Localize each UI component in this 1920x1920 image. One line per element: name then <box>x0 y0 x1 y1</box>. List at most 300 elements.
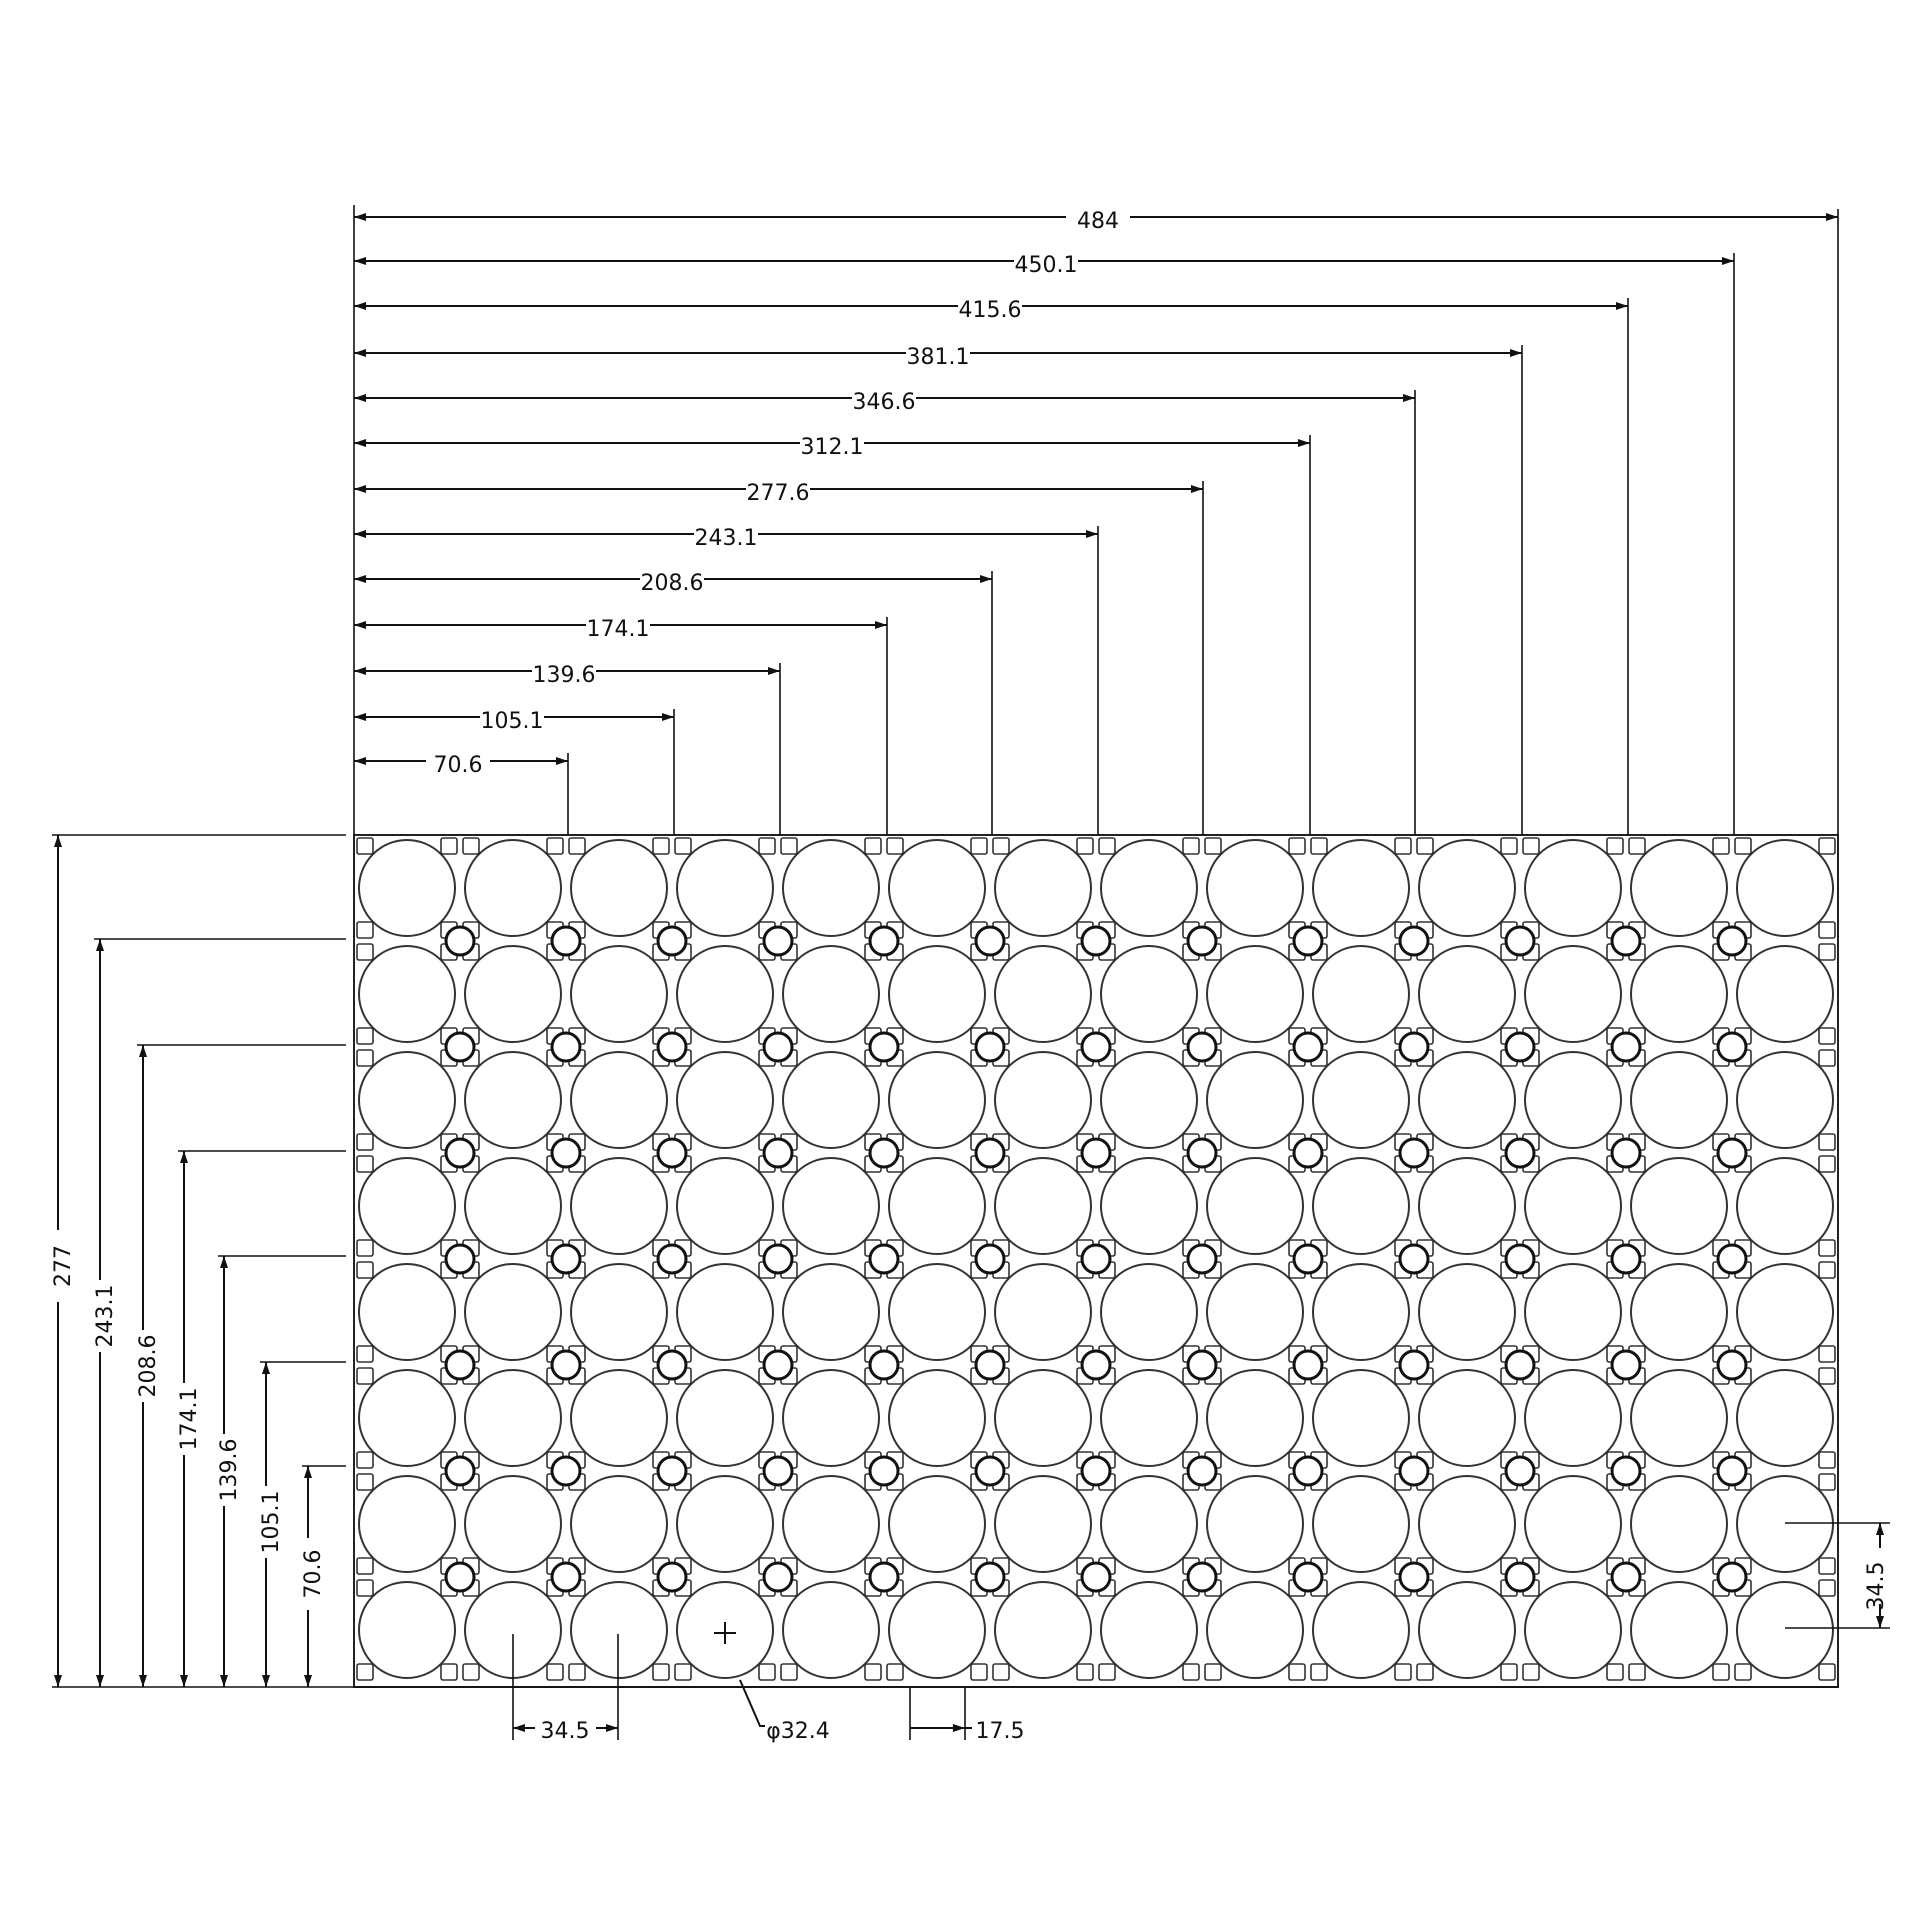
mounting-hole <box>1718 1351 1746 1379</box>
cell-circle <box>889 946 985 1042</box>
cell-tab <box>653 1664 669 1680</box>
mounting-hole <box>1506 1245 1534 1273</box>
cell-tab <box>1819 1262 1835 1278</box>
mounting-hole <box>552 1139 580 1167</box>
cell-tab <box>1395 838 1411 854</box>
cell-circle <box>1525 1158 1621 1254</box>
arrow-head <box>96 939 104 951</box>
cell-tab <box>1819 1474 1835 1490</box>
mounting-hole <box>1082 1245 1110 1273</box>
cell-circle <box>677 1264 773 1360</box>
arrow-head <box>354 257 366 265</box>
cell-circle <box>1101 1264 1197 1360</box>
mounting-hole <box>1718 927 1746 955</box>
mounting-hole <box>870 1139 898 1167</box>
mounting-hole <box>1612 1245 1640 1273</box>
arrow-head <box>606 1724 618 1732</box>
arrow-head <box>1403 394 1415 402</box>
cell-tab <box>1607 1664 1623 1680</box>
mounting-hole <box>658 1351 686 1379</box>
cell-circle <box>1101 1052 1197 1148</box>
arrow-head <box>354 485 366 493</box>
cell-circle <box>1525 1476 1621 1572</box>
cell-circle <box>995 840 1091 936</box>
cell-tab <box>1819 1240 1835 1256</box>
cell-circle <box>995 1582 1091 1678</box>
cell-circle <box>465 1052 561 1148</box>
cell-circle <box>677 1158 773 1254</box>
cell-tab <box>1077 1664 1093 1680</box>
cell-circle <box>1419 840 1515 936</box>
mounting-hole <box>1294 1139 1322 1167</box>
cell-circle <box>677 840 773 936</box>
mounting-hole <box>1082 1457 1110 1485</box>
mounting-hole <box>446 1457 474 1485</box>
arrow-head <box>96 1675 104 1687</box>
cell-circle <box>1419 1476 1515 1572</box>
arrow-head <box>54 1675 62 1687</box>
mounting-hole <box>1718 1563 1746 1591</box>
cell-circle <box>465 1264 561 1360</box>
arrow-head <box>220 1675 228 1687</box>
cell-tab <box>1523 838 1539 854</box>
cell-circle <box>1737 1476 1833 1572</box>
mounting-hole <box>446 1033 474 1061</box>
cell-circle <box>995 946 1091 1042</box>
cell-circle <box>677 1476 773 1572</box>
arrow-head <box>354 530 366 538</box>
cell-tab <box>759 838 775 854</box>
arrow-head <box>1826 213 1838 221</box>
mounting-hole <box>976 1563 1004 1591</box>
cell-tab <box>1311 1664 1327 1680</box>
arrow-head <box>354 667 366 675</box>
mounting-hole <box>764 1245 792 1273</box>
cell-circle <box>1207 840 1303 936</box>
mounting-hole <box>976 1351 1004 1379</box>
arrow-head <box>180 1675 188 1687</box>
cell-circle <box>1631 840 1727 936</box>
cell-tab <box>1289 1664 1305 1680</box>
mounting-hole <box>552 1563 580 1591</box>
cell-circle <box>1631 1476 1727 1572</box>
cell-tab <box>865 838 881 854</box>
cell-circle <box>1737 1582 1833 1678</box>
cell-tab <box>1713 838 1729 854</box>
cell-circle <box>465 1476 561 1572</box>
arrow-head <box>304 1675 312 1687</box>
cell-circle <box>465 1158 561 1254</box>
cell-circle <box>889 1370 985 1466</box>
cell-tab <box>1819 922 1835 938</box>
cell-tab <box>1523 1664 1539 1680</box>
dim-v-105-1: 105.1 <box>259 1490 284 1554</box>
cell-tab <box>653 838 669 854</box>
cell-tab <box>1819 1156 1835 1172</box>
cell-circle <box>1101 1582 1197 1678</box>
dim-v-139-6: 139.6 <box>217 1438 242 1502</box>
cell-tab <box>675 1664 691 1680</box>
cell-circle <box>995 1052 1091 1148</box>
cell-tab <box>1713 1664 1729 1680</box>
mounting-hole <box>552 1457 580 1485</box>
cell-tab <box>1819 1028 1835 1044</box>
arrow-head <box>513 1724 525 1732</box>
cell-tab <box>781 1664 797 1680</box>
arrow-head <box>139 1675 147 1687</box>
arrow-head <box>354 713 366 721</box>
cell-tab <box>547 838 563 854</box>
mounting-hole <box>870 927 898 955</box>
dim-174-1: 174.1 <box>586 617 650 642</box>
cell-tab <box>1077 838 1093 854</box>
cell-circle <box>1313 1476 1409 1572</box>
arrow-head <box>556 757 568 765</box>
mounting-hole <box>1082 1563 1110 1591</box>
mounting-hole <box>870 1245 898 1273</box>
cell-circle <box>889 1158 985 1254</box>
mounting-hole <box>1506 1139 1534 1167</box>
mounting-hole <box>976 927 1004 955</box>
dim-381-1: 381.1 <box>906 345 970 370</box>
cell-tab <box>781 838 797 854</box>
cell-circle <box>359 946 455 1042</box>
mounting-hole <box>1400 1139 1428 1167</box>
cell-circle <box>783 1158 879 1254</box>
mounting-hole <box>658 1033 686 1061</box>
cell-circle <box>1631 1370 1727 1466</box>
cell-circle <box>783 1476 879 1572</box>
dim-277-6: 277.6 <box>746 481 810 506</box>
cell-tab <box>463 838 479 854</box>
mounting-hole <box>1506 1563 1534 1591</box>
cell-tab <box>1501 1664 1517 1680</box>
cell-tab <box>1417 1664 1433 1680</box>
cell-tab <box>357 1558 373 1574</box>
arrow-head <box>953 1724 965 1732</box>
arrow-head <box>662 713 674 721</box>
mounting-hole <box>1294 1033 1322 1061</box>
cell-circle <box>1313 1052 1409 1148</box>
cell-circle <box>1207 1052 1303 1148</box>
cell-circle <box>1525 840 1621 936</box>
battery-holder-plate <box>354 835 1838 1687</box>
mounting-hole <box>870 1351 898 1379</box>
cell-circle <box>1207 1476 1303 1572</box>
mounting-hole <box>1718 1245 1746 1273</box>
mounting-hole <box>1082 1139 1110 1167</box>
arrow-head <box>262 1362 270 1374</box>
mounting-hole <box>976 1033 1004 1061</box>
cell-tab <box>357 838 373 854</box>
mounting-hole <box>1188 1033 1216 1061</box>
mounting-hole <box>764 1033 792 1061</box>
mounting-hole <box>870 1563 898 1591</box>
mounting-hole <box>1612 1563 1640 1591</box>
cell-circle <box>995 1264 1091 1360</box>
cell-tab <box>1735 838 1751 854</box>
cell-tab <box>1819 1346 1835 1362</box>
arrow-head <box>354 575 366 583</box>
mounting-hole <box>870 1033 898 1061</box>
arrow-head <box>354 213 366 221</box>
cell-circle <box>889 1264 985 1360</box>
cell-tab <box>1099 838 1115 854</box>
offset-label: 17.5 <box>975 1719 1025 1744</box>
mounting-hole <box>1400 927 1428 955</box>
cell-circle <box>1419 1052 1515 1148</box>
cell-tab <box>1819 1452 1835 1468</box>
mounting-hole <box>446 927 474 955</box>
cell-tab <box>357 1474 373 1490</box>
mounting-hole <box>764 927 792 955</box>
mounting-hole <box>1612 927 1640 955</box>
cell-circle <box>1525 1052 1621 1148</box>
cell-tab <box>357 944 373 960</box>
dim-70-6: 70.6 <box>433 753 483 778</box>
cell-tab <box>1819 1580 1835 1596</box>
mounting-hole <box>1294 1351 1322 1379</box>
cell-tab <box>1819 1368 1835 1384</box>
cell-circle <box>1313 1264 1409 1360</box>
cell-circle <box>1737 1370 1833 1466</box>
mounting-hole <box>1400 1033 1428 1061</box>
cell-circle <box>783 946 879 1042</box>
cell-circle <box>1101 1476 1197 1572</box>
cell-circle <box>783 1370 879 1466</box>
mounting-hole <box>1718 1033 1746 1061</box>
cell-tab <box>887 838 903 854</box>
mounting-hole <box>1612 1351 1640 1379</box>
cell-tab <box>357 1452 373 1468</box>
mounting-hole <box>976 1139 1004 1167</box>
arrow-head <box>354 439 366 447</box>
cell-circle <box>1313 1370 1409 1466</box>
cell-circle <box>995 1370 1091 1466</box>
cell-tab <box>357 1580 373 1596</box>
cell-tab <box>1819 944 1835 960</box>
cell-circle <box>1207 1582 1303 1678</box>
cell-tab <box>357 922 373 938</box>
mounting-hole <box>658 1245 686 1273</box>
cell-circle <box>783 840 879 936</box>
arrow-head <box>354 757 366 765</box>
mounting-hole <box>446 1563 474 1591</box>
cell-tab <box>887 1664 903 1680</box>
cell-tab <box>1501 838 1517 854</box>
cell-tab <box>357 1028 373 1044</box>
cell-circle <box>677 946 773 1042</box>
pitch-label-bottom: 34.5 <box>540 1719 590 1744</box>
mounting-hole <box>976 1245 1004 1273</box>
cell-circle <box>571 1370 667 1466</box>
cell-circle <box>571 840 667 936</box>
arrow-head <box>1510 349 1522 357</box>
cell-circle <box>571 1264 667 1360</box>
mounting-hole <box>1506 927 1534 955</box>
mounting-hole <box>1294 1457 1322 1485</box>
dim-415-6: 415.6 <box>958 298 1022 323</box>
cell-circle <box>1101 946 1197 1042</box>
cell-circle <box>889 1476 985 1572</box>
cell-circle <box>1737 1264 1833 1360</box>
cell-tab <box>569 1664 585 1680</box>
mounting-hole <box>1612 1457 1640 1485</box>
cell-circle <box>1207 1264 1303 1360</box>
cell-circle <box>359 840 455 936</box>
mounting-hole <box>552 1245 580 1273</box>
dim-208-6: 208.6 <box>640 571 704 596</box>
cell-circle <box>571 1158 667 1254</box>
mounting-hole <box>1506 1033 1534 1061</box>
cell-tab <box>675 838 691 854</box>
mounting-hole <box>1718 1457 1746 1485</box>
mounting-hole <box>552 1033 580 1061</box>
mounting-hole <box>1188 1139 1216 1167</box>
cell-circle <box>359 1582 455 1678</box>
arrow-head <box>1876 1523 1884 1535</box>
mounting-hole <box>1506 1457 1534 1485</box>
cell-circle <box>677 1052 773 1148</box>
arrow-head <box>768 667 780 675</box>
dim-v-70-6: 70.6 <box>301 1549 326 1599</box>
mounting-hole <box>1400 1245 1428 1273</box>
cell-circle <box>1631 1158 1727 1254</box>
cell-circle <box>1313 1582 1409 1678</box>
cell-circle <box>1737 946 1833 1042</box>
cell-tab <box>865 1664 881 1680</box>
mounting-hole <box>1612 1033 1640 1061</box>
cell-tab <box>357 1134 373 1150</box>
cell-circle <box>1419 1370 1515 1466</box>
cell-tab <box>993 1664 1009 1680</box>
cell-circle <box>1207 946 1303 1042</box>
arrow-head <box>354 349 366 357</box>
arrow-head <box>1722 257 1734 265</box>
arrow-head <box>262 1675 270 1687</box>
cell-circle <box>1313 840 1409 936</box>
mounting-hole <box>1506 1351 1534 1379</box>
cell-tab <box>1819 838 1835 854</box>
mounting-hole <box>1188 1563 1216 1591</box>
mounting-hole <box>552 927 580 955</box>
cell-circle <box>889 840 985 936</box>
dim-139-6: 139.6 <box>532 663 596 688</box>
arrow-head <box>1616 302 1628 310</box>
dim-243-1: 243.1 <box>694 526 758 551</box>
cell-tab <box>1395 1664 1411 1680</box>
cell-tab <box>1819 1050 1835 1066</box>
pitch-label-right: 34.5 <box>1864 1561 1889 1611</box>
cell-circle <box>465 1370 561 1466</box>
cell-circle <box>1313 946 1409 1042</box>
cell-circle <box>783 1052 879 1148</box>
mounting-hole <box>658 1139 686 1167</box>
arrow-head <box>354 621 366 629</box>
mounting-hole <box>446 1245 474 1273</box>
mounting-hole <box>1400 1457 1428 1485</box>
dim-v-243-1: 243.1 <box>93 1284 118 1348</box>
mounting-hole <box>552 1351 580 1379</box>
dim-346-6: 346.6 <box>852 390 916 415</box>
arrow-head <box>1086 530 1098 538</box>
cell-tab <box>1183 838 1199 854</box>
cell-circle <box>1737 1158 1833 1254</box>
cell-circle <box>359 1476 455 1572</box>
arrow-head <box>220 1256 228 1268</box>
cell-tab <box>463 1664 479 1680</box>
mounting-hole <box>446 1139 474 1167</box>
cell-tab <box>357 1346 373 1362</box>
cell-tab <box>1183 1664 1199 1680</box>
cell-circle <box>1207 1158 1303 1254</box>
cell-tab <box>1289 838 1305 854</box>
cell-circle <box>1419 1264 1515 1360</box>
cell-tab <box>357 1240 373 1256</box>
cell-circle <box>1313 1158 1409 1254</box>
mounting-hole <box>1188 1351 1216 1379</box>
cell-tab <box>1819 1558 1835 1574</box>
mounting-hole <box>764 1351 792 1379</box>
mounting-hole <box>1082 1351 1110 1379</box>
cell-circle <box>1631 946 1727 1042</box>
dim-v-208-6: 208.6 <box>136 1334 161 1398</box>
cell-circle <box>1631 1264 1727 1360</box>
cell-tab <box>357 1262 373 1278</box>
mounting-hole <box>1718 1139 1746 1167</box>
diameter-label: φ32.4 <box>766 1719 830 1744</box>
mounting-hole <box>1188 1457 1216 1485</box>
mounting-hole <box>1082 927 1110 955</box>
mounting-hole <box>1082 1033 1110 1061</box>
cell-tab <box>357 1368 373 1384</box>
mounting-hole <box>658 1457 686 1485</box>
cell-circle <box>465 946 561 1042</box>
cell-circle <box>359 1370 455 1466</box>
cell-circle <box>1207 1370 1303 1466</box>
cell-circle <box>1631 1052 1727 1148</box>
cell-tab <box>971 1664 987 1680</box>
cell-tab <box>1819 1664 1835 1680</box>
mounting-hole <box>764 1139 792 1167</box>
cell-circle <box>1631 1582 1727 1678</box>
mounting-hole <box>976 1457 1004 1485</box>
cell-circle <box>571 1582 667 1678</box>
cell-tab <box>1417 838 1433 854</box>
cell-circle <box>1419 1582 1515 1678</box>
cell-circle <box>359 1052 455 1148</box>
cell-circle <box>995 1158 1091 1254</box>
mounting-hole <box>1294 1563 1322 1591</box>
cell-circle <box>1101 840 1197 936</box>
cell-tab <box>1205 1664 1221 1680</box>
cell-tab <box>1629 838 1645 854</box>
cell-circle <box>1525 1264 1621 1360</box>
dim-v-174-1: 174.1 <box>177 1387 202 1451</box>
cell-tab <box>547 1664 563 1680</box>
arrow-head <box>354 394 366 402</box>
cell-tab <box>971 838 987 854</box>
arrow-head <box>1191 485 1203 493</box>
cell-tab <box>569 838 585 854</box>
cell-circle <box>1419 1158 1515 1254</box>
dim-484: 484 <box>1077 209 1119 234</box>
cell-circle <box>1525 1370 1621 1466</box>
cell-circle <box>1737 840 1833 936</box>
cell-tab <box>441 1664 457 1680</box>
dim-105-1: 105.1 <box>480 709 544 734</box>
mounting-hole <box>658 1563 686 1591</box>
